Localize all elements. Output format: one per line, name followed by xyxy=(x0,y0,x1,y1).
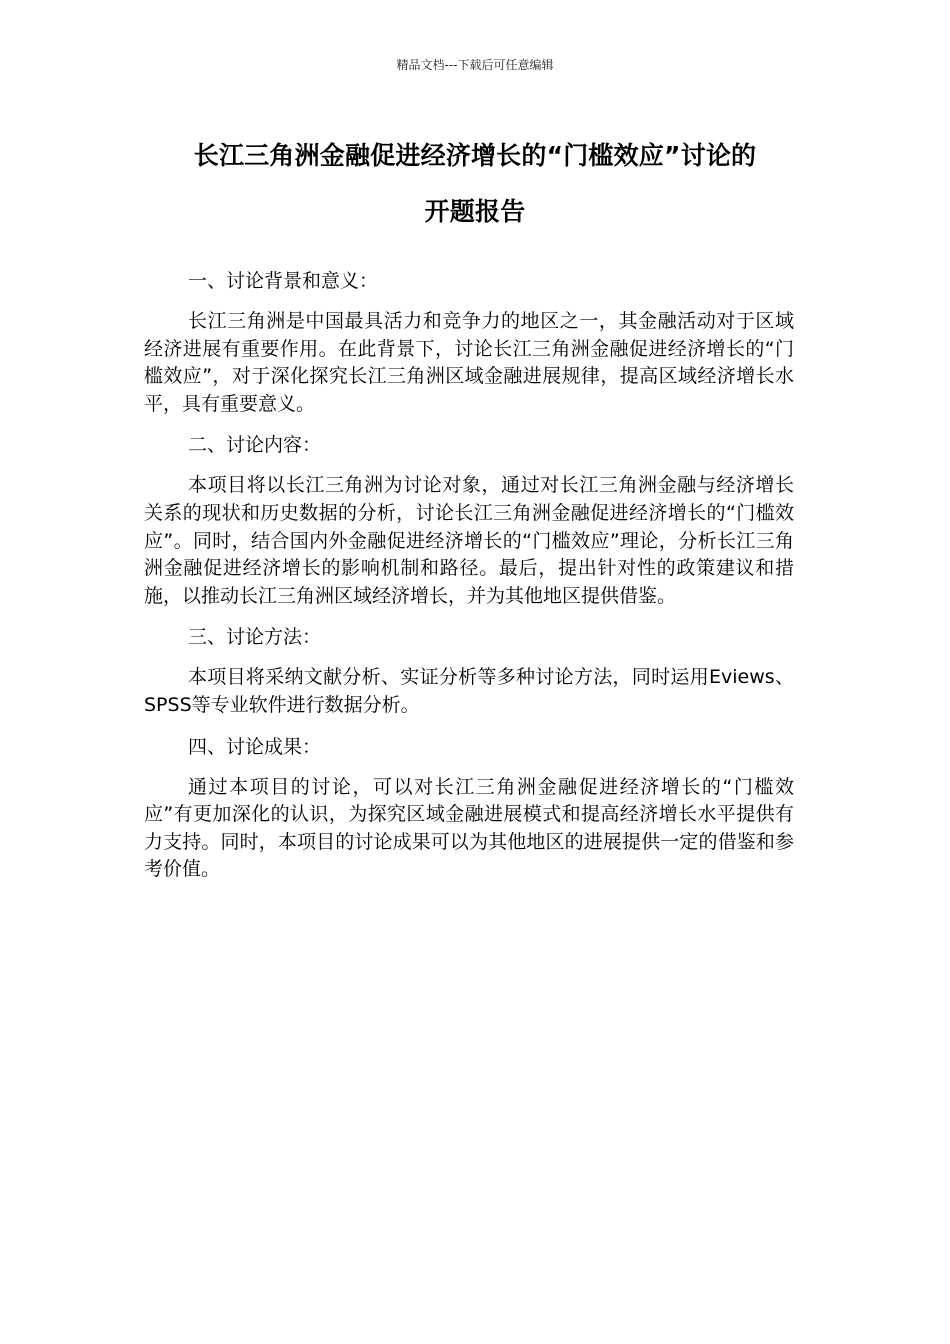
page-header: 精品文档---下载后可任意编辑 xyxy=(396,58,554,72)
section-heading: 二、讨论内容： xyxy=(188,434,322,457)
title-line-2: 开题报告 xyxy=(424,197,526,226)
section-methods xyxy=(144,623,794,719)
section-heading: 四、讨论成果： xyxy=(188,735,322,758)
section-results xyxy=(144,733,794,884)
section-heading: 一、讨论背景和意义： xyxy=(188,270,379,292)
section-paragraph: 通过本项目的讨论，可以对长江三角洲金融促进经济增长的“门槛效应”有更加深化的认识，为探究区域金融进展模式和提高经济增长水平提供有力支持。同时，本项目的讨论成果可以为其他地区的进展提供一定的借鉴和参考价值。 xyxy=(144,775,794,881)
section-heading: 三、讨论方法： xyxy=(188,626,322,649)
document-body xyxy=(144,267,794,897)
section-paragraph: 本项目将以长江三角洲为讨论对象，通过对长江三角洲金融与经济增长关系的现状和历史数据的分析，讨论长江三角洲金融促进经济增长的“门槛效应”。同时，结合国内外金融促进经济增长的“门槛效应”理论，分析长江三角洲金融促进经济增长的影响机制和路径。最后，提出针对性的政策建议和措施，以推动长江三角洲区域经济增长，并为其他地区提供借鉴。 xyxy=(144,474,794,607)
section-paragraph: 长江三角洲是中国最具活力和竞争力的地区之一，其金融活动对于区域经济进展有重要作用。在此背景下，讨论长江三角洲金融促进经济增长的“门槛效应”，对于深化探究长江三角洲区域金融进展规律，提高区域经济增长水平，具有重要意义。 xyxy=(144,310,794,415)
section-paragraph: 本项目将采纳文献分析、实证分析等多种讨论方法，同时运用Eviews、SPSS等专业软件进行数据分析。 xyxy=(144,666,794,716)
title-line-1: 长江三角洲金融促进经济增长的“门槛效应”讨论的 xyxy=(193,141,757,170)
document-title xyxy=(143,128,807,240)
section-background xyxy=(144,267,794,418)
section-content xyxy=(144,431,794,610)
